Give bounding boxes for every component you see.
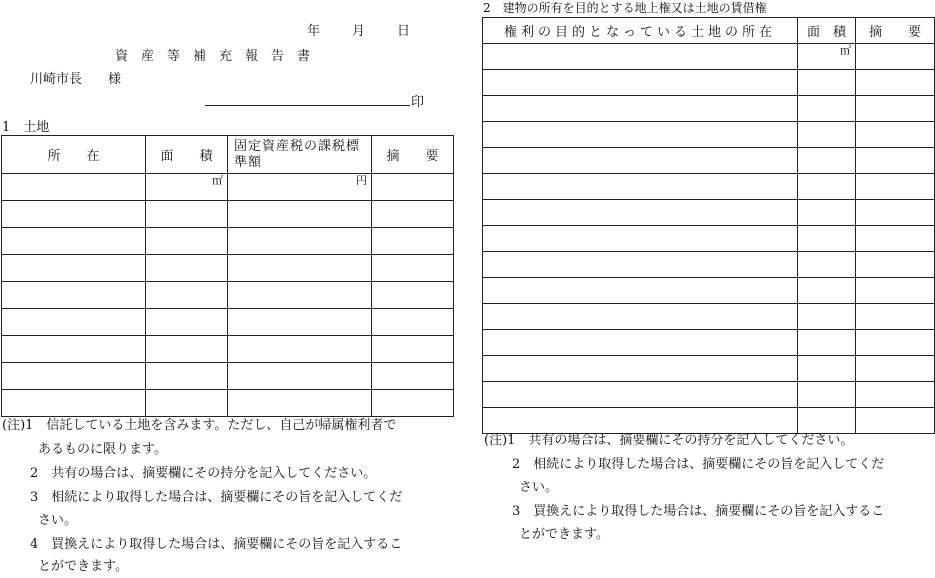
column-header-area: 面 積 bbox=[146, 136, 228, 174]
table-row bbox=[2, 255, 454, 282]
land-location-cell[interactable] bbox=[483, 330, 798, 356]
location-cell[interactable] bbox=[2, 201, 146, 228]
table-row bbox=[2, 282, 454, 309]
land-location-cell[interactable] bbox=[483, 148, 798, 174]
area-cell[interactable]: ㎡ bbox=[798, 44, 856, 70]
table-row bbox=[2, 363, 454, 390]
table-row bbox=[483, 174, 935, 200]
note-r2: 2 相続により取得した場合は、摘要欄にその旨を記入してくだ bbox=[512, 457, 885, 472]
area-cell[interactable] bbox=[798, 356, 856, 382]
remarks-cell[interactable] bbox=[372, 363, 454, 390]
table-row bbox=[2, 201, 454, 228]
section-1-title: 1 土地 bbox=[2, 120, 50, 135]
signature-line[interactable] bbox=[205, 105, 410, 106]
tax-base-cell[interactable] bbox=[228, 309, 372, 336]
remarks-cell[interactable] bbox=[856, 382, 935, 408]
section-2-title: 2 建物の所有を目的とする地上権又は土地の賃借権 bbox=[483, 1, 767, 15]
note-r2-cont: さい。 bbox=[519, 480, 559, 495]
table-row bbox=[483, 226, 935, 252]
report-title: 資 産 等 補 充 報 告 書 bbox=[115, 49, 311, 64]
remarks-cell[interactable] bbox=[372, 255, 454, 282]
area-cell[interactable] bbox=[798, 96, 856, 122]
table-row bbox=[2, 174, 454, 201]
column-header-location: 所 在 bbox=[2, 136, 146, 174]
table-row bbox=[483, 382, 935, 408]
table-row bbox=[483, 356, 935, 382]
area-cell[interactable] bbox=[798, 148, 856, 174]
addressee: 川崎市長 様 bbox=[30, 72, 122, 87]
column-header-remarks: 摘 要 bbox=[856, 18, 935, 44]
note-r1: (注)1 共有の場合は、摘要欄にその持分を記入してください。 bbox=[484, 433, 854, 448]
seal-mark: 印 bbox=[411, 95, 425, 110]
land-location-cell[interactable] bbox=[483, 356, 798, 382]
remarks-cell[interactable] bbox=[856, 408, 935, 434]
tax-base-cell[interactable] bbox=[228, 255, 372, 282]
land-location-cell[interactable] bbox=[483, 304, 798, 330]
location-cell[interactable] bbox=[2, 174, 146, 201]
area-cell[interactable] bbox=[798, 278, 856, 304]
location-cell[interactable] bbox=[2, 309, 146, 336]
table-row bbox=[2, 228, 454, 255]
area-cell[interactable] bbox=[798, 70, 856, 96]
area-cell[interactable] bbox=[146, 390, 228, 417]
note-r3-cont: とができます。 bbox=[519, 527, 609, 542]
note-4: 4 買換えにより取得した場合は、摘要欄にその旨を記入するこ bbox=[30, 537, 403, 552]
tax-base-cell[interactable] bbox=[228, 282, 372, 309]
land-location-cell[interactable] bbox=[483, 70, 798, 96]
tax-base-cell[interactable] bbox=[228, 390, 372, 417]
remarks-cell[interactable] bbox=[856, 174, 935, 200]
note-2: 2 共有の場合は、摘要欄にその持分を記入してください。 bbox=[30, 466, 377, 481]
land-location-cell[interactable] bbox=[483, 278, 798, 304]
note-1-cont: あるものに限ります。 bbox=[38, 442, 167, 457]
land-location-cell[interactable] bbox=[483, 252, 798, 278]
column-header-area: 面 積 bbox=[798, 18, 856, 44]
location-cell[interactable] bbox=[2, 363, 146, 390]
area-cell[interactable] bbox=[798, 226, 856, 252]
table-row bbox=[483, 96, 935, 122]
column-header-land-location: 権利の目的となっている土地の所在 bbox=[483, 18, 798, 44]
remarks-cell[interactable] bbox=[856, 148, 935, 174]
location-cell[interactable] bbox=[2, 282, 146, 309]
table-row bbox=[483, 44, 935, 70]
table-row bbox=[483, 330, 935, 356]
table-row bbox=[2, 336, 454, 363]
land-table-header bbox=[2, 136, 454, 174]
tax-base-cell[interactable] bbox=[228, 201, 372, 228]
table-row bbox=[483, 278, 935, 304]
table-row bbox=[483, 252, 935, 278]
table-row bbox=[483, 200, 935, 226]
remarks-cell[interactable] bbox=[856, 356, 935, 382]
remarks-cell[interactable] bbox=[372, 390, 454, 417]
column-header-remarks: 摘 要 bbox=[372, 136, 454, 174]
table-row bbox=[483, 148, 935, 174]
remarks-cell[interactable] bbox=[856, 70, 935, 96]
area-cell[interactable]: ㎡ bbox=[146, 174, 228, 201]
remarks-cell[interactable] bbox=[856, 200, 935, 226]
tax-base-cell[interactable] bbox=[228, 363, 372, 390]
tax-base-cell[interactable] bbox=[228, 336, 372, 363]
note-3: 3 相続により取得した場合は、摘要欄にその旨を記入してくだ bbox=[30, 490, 403, 505]
table-row bbox=[483, 70, 935, 96]
note-r3: 3 買換えにより取得した場合は、摘要欄にその旨を記入するこ bbox=[512, 504, 885, 519]
area-cell[interactable] bbox=[146, 201, 228, 228]
location-cell[interactable] bbox=[2, 228, 146, 255]
column-header-tax-base: 固定資産税の課税標準額 bbox=[228, 136, 372, 174]
remarks-cell[interactable] bbox=[372, 228, 454, 255]
remarks-cell[interactable] bbox=[372, 309, 454, 336]
land-location-cell[interactable] bbox=[483, 382, 798, 408]
remarks-cell[interactable] bbox=[856, 96, 935, 122]
area-cell[interactable] bbox=[798, 174, 856, 200]
table-row bbox=[2, 309, 454, 336]
table-row bbox=[483, 122, 935, 148]
remarks-cell[interactable] bbox=[372, 282, 454, 309]
area-cell[interactable] bbox=[146, 363, 228, 390]
location-cell[interactable] bbox=[2, 255, 146, 282]
land-table bbox=[1, 135, 454, 417]
location-cell[interactable] bbox=[2, 390, 146, 417]
remarks-cell[interactable] bbox=[856, 44, 935, 70]
area-cell[interactable] bbox=[798, 252, 856, 278]
area-cell[interactable] bbox=[146, 255, 228, 282]
note-3-cont: さい。 bbox=[38, 513, 78, 528]
remarks-cell[interactable] bbox=[372, 336, 454, 363]
land-location-cell[interactable] bbox=[483, 200, 798, 226]
remarks-cell[interactable] bbox=[856, 122, 935, 148]
location-cell[interactable] bbox=[2, 336, 146, 363]
area-cell[interactable] bbox=[798, 304, 856, 330]
land-location-cell[interactable] bbox=[483, 44, 798, 70]
area-cell[interactable] bbox=[146, 309, 228, 336]
land-location-cell[interactable] bbox=[483, 174, 798, 200]
tax-base-cell[interactable] bbox=[228, 228, 372, 255]
table-row bbox=[483, 304, 935, 330]
table-row bbox=[2, 390, 454, 417]
tax-base-cell[interactable]: 円 bbox=[228, 174, 372, 201]
area-cell[interactable] bbox=[798, 122, 856, 148]
remarks-cell[interactable] bbox=[856, 278, 935, 304]
remarks-cell[interactable] bbox=[372, 201, 454, 228]
area-cell[interactable] bbox=[146, 282, 228, 309]
remarks-cell[interactable] bbox=[856, 226, 935, 252]
remarks-cell[interactable] bbox=[856, 304, 935, 330]
leasehold-table bbox=[482, 17, 935, 434]
land-location-cell[interactable] bbox=[483, 122, 798, 148]
remarks-cell[interactable] bbox=[856, 252, 935, 278]
note-4-cont: とができます。 bbox=[38, 559, 128, 574]
land-location-cell[interactable] bbox=[483, 226, 798, 252]
land-location-cell[interactable] bbox=[483, 96, 798, 122]
date-label: 年 月 日 bbox=[307, 24, 413, 39]
note-1: (注)1 信託している土地を含みます。ただし、自己が帰属権利者で bbox=[2, 418, 397, 433]
leasehold-table-header bbox=[483, 18, 935, 44]
remarks-cell[interactable] bbox=[856, 330, 935, 356]
area-cell[interactable] bbox=[798, 200, 856, 226]
area-cell[interactable] bbox=[798, 330, 856, 356]
area-cell[interactable] bbox=[146, 228, 228, 255]
remarks-cell[interactable] bbox=[372, 174, 454, 201]
area-cell[interactable] bbox=[146, 336, 228, 363]
area-cell[interactable] bbox=[798, 382, 856, 408]
